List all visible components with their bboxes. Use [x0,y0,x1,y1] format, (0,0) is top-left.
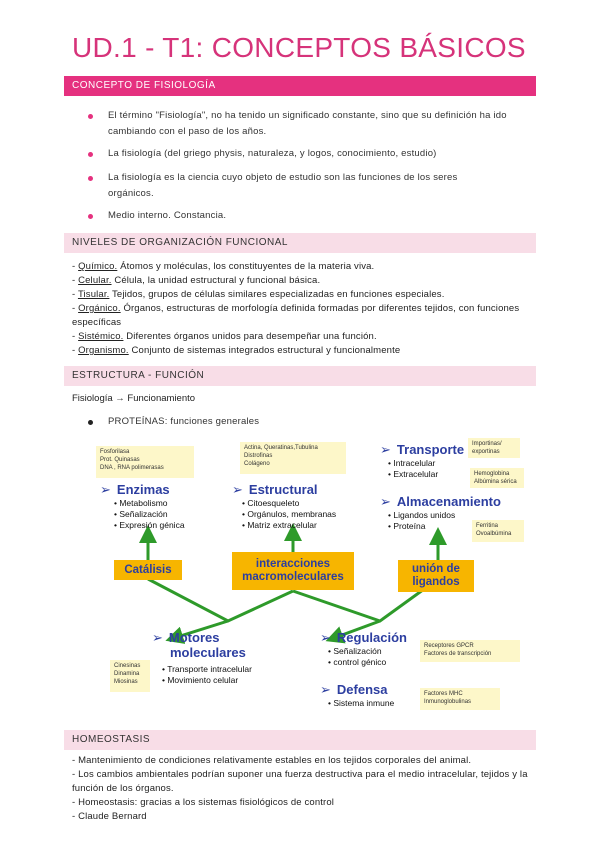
motores-items: • Transporte intracelular • Movimiento celular [162,664,252,685]
note-regulacion: Receptores GPCR Factores de transcripción [420,640,520,662]
note-hemoglobina: Hemoglobina Albúmina sérica [470,468,524,488]
box-interacciones: interacciones macromoleculares [232,552,354,590]
level-organico: - Orgánico. Órganos, estructuras de morfología definida formadas por diferentes tejidos, con funciones específicas [72,303,520,328]
note-defensa: Factores MHC Inmunoglobulinas [420,688,500,710]
note-motores: Cinesinas Dinamina Miosinas [110,660,150,692]
note-transporte: Importinas/ exportinas [468,438,520,458]
heading-enzimas: ➢ Enzimas [100,482,170,497]
list-item: La fisiología (del griego physis, naturaleza, y logos, conocimiento, estudio) [88,146,518,162]
levels-list [72,260,527,358]
level-quimico: - Químico. Átomos y moléculas, los constituyentes de la materia viva. [72,261,375,272]
list-item: - Mantenimiento de condiciones relativamente estables en los tejidos corporales del animal. [72,755,472,766]
homeostasis-list [72,754,530,824]
regulacion-items: • Señalización • control génico [328,646,387,667]
heading-almacenamiento: ➢ Almacenamiento [380,494,501,509]
list-item: El término "Fisiología", no ha tenido un significado constante, sino que su definición ha ido cambiando con el paso de los años. [88,108,518,140]
defensa-items: • Sistema inmune [328,698,395,708]
enzimas-items: • Metabolismo • Señalización • Expresión génica [114,498,185,530]
estructural-items: • Citoesqueleto • Orgánulos, membranas • Matriz extracelular [242,498,337,530]
list-item: - Claude Bernard [72,811,147,822]
page-title: UD.1 - T1: CONCEPTOS BÁSICOS [72,32,526,63]
list-item: - Los cambios ambientales podrían suponer una fuerza destructiva para el medio intracelular, tejidos y la función de los órganos. [72,769,528,794]
almacenamiento-items: • Ligandos unidos • Proteína [388,510,456,531]
level-tisular: - Tisular. Tejidos, grupos de células similares especializadas en funciones especiales. [72,289,445,300]
heading-regulacion: ➢ Regulación [320,630,407,645]
section-homeostasis: HOMEOSTASIS [64,730,536,750]
transporte-items: • Intracelular • Extracelular [388,458,439,479]
level-sistemico: - Sistémico. Diferentes órganos unidos para desempeñar una función. [72,331,377,342]
protein-functions-diagram [80,436,530,721]
list-item: - Homeostasis: gracias a los sistemas fisiológicos de control [72,797,335,808]
heading-motores: ➢ Motores moleculares [152,630,246,660]
list-item: PROTEÍNAS: funciones generales [88,414,518,430]
list-item: La fisiología es la ciencia cuyo objeto de estudio son las funciones de los seres orgánicos. [88,170,468,202]
heading-defensa: ➢ Defensa [320,682,388,697]
note-estructural: Actina, Queratinas,Tubulina Distrofinas Colágeno [240,442,346,474]
list-item: Medio interno. Constancia. [88,208,518,224]
note-enzimas: Fosforilasa Prot. Quinasas DNA , RNA polimerasas [96,446,194,478]
box-union-ligandos: unión de ligandos [398,560,474,592]
box-catalisis: Catálisis [114,560,182,580]
level-organismo: - Organismo. Conjunto de sistemas integrados estructural y funcionalmente [72,345,401,356]
section-estructura: ESTRUCTURA - FUNCIÓN [64,366,536,386]
section-niveles: NIVELES DE ORGANIZACIÓN FUNCIONAL [64,233,536,253]
heading-estructural: ➢ Estructural [232,482,318,497]
structure-line: Fisiología → Funcionamiento [72,393,196,404]
section-concepto: CONCEPTO DE FISIOLOGÍA [64,76,536,96]
level-celular: - Celular. Célula, la unidad estructural y funcional básica. [72,275,321,286]
heading-transporte: ➢ Transporte [380,442,465,457]
note-almacenamiento: Ferritina Ovoalbúmina [472,520,524,542]
